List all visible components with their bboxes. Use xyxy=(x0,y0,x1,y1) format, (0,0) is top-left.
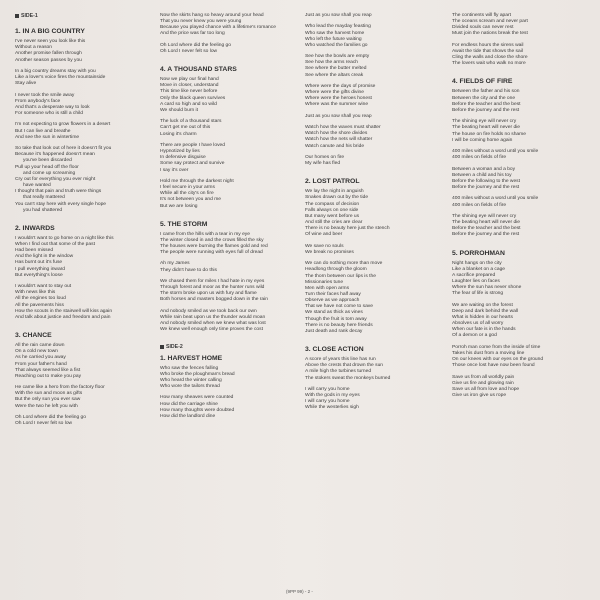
lyric-stanza xyxy=(452,196,594,208)
lyric-line: Give us fire and glowing rain xyxy=(452,380,514,386)
lyric-line: Both horses and masters bogged down in the rain xyxy=(160,297,268,303)
lyric-line: We are waiting on the forest xyxy=(452,302,513,308)
lyric-line: Cry out for everything you ever might xyxy=(15,176,96,182)
lyric-stanza xyxy=(15,39,157,64)
lyric-stanza xyxy=(305,189,447,238)
lyric-stanza xyxy=(15,284,157,321)
column-1 xyxy=(15,13,157,438)
song-title: 5. THE STORM xyxy=(160,220,208,228)
lyric-line: Between a child and his toy xyxy=(452,172,512,178)
lyric-stanza xyxy=(15,93,157,118)
lyric-line: A mile high the turbines turned xyxy=(305,369,372,375)
lyric-line: Before the journey and the rest xyxy=(452,232,520,238)
lyric-stanza xyxy=(160,43,302,55)
lyric-line: Observe as we approach xyxy=(305,298,360,304)
lyric-line: This time like never before xyxy=(160,89,218,95)
lyric-stanza xyxy=(452,345,594,370)
lyric-line: The oceans scream and never part xyxy=(452,19,528,25)
lyric-line: What is hidden in our hearts xyxy=(452,314,513,320)
lyric-stanza xyxy=(305,125,447,150)
lyric-line: Stay alive xyxy=(15,81,37,87)
lyric-line: But many went before us xyxy=(305,213,360,219)
lyric-line: I wouldn't want to go home on a night like this xyxy=(15,235,114,241)
lyric-line: Snakes drawn out by the tide xyxy=(305,195,369,201)
lyric-stanza xyxy=(452,261,594,298)
lyric-line: That you never knew you were young xyxy=(160,19,242,25)
lyric-line: I will be coming home again xyxy=(452,137,513,143)
lyric-stanza xyxy=(305,387,447,412)
column-3 xyxy=(305,13,447,423)
lyric-stanza xyxy=(305,155,447,167)
lyric-line: Who watched the families go xyxy=(305,42,368,48)
lyric-line: Save us from all worldly pain xyxy=(452,374,515,380)
lyric-line: But the only sun you ever saw xyxy=(15,397,81,403)
lyric-stanza xyxy=(160,279,302,304)
lyric-line: Night hangs on the city xyxy=(452,260,502,266)
lyric-line: Another promise fallen through xyxy=(15,51,82,57)
lyric-line: 400 miles on fields of fire xyxy=(452,155,507,161)
lyric-stanza xyxy=(15,122,157,140)
lyric-line: I'm not expecting to grow flowers in a desert xyxy=(15,122,111,128)
lyric-line: 400 miles without a word until you smile xyxy=(452,149,539,155)
lyric-line: We stand as thick as vines xyxy=(305,310,363,316)
lyric-line: Where were the heroes honest xyxy=(305,96,372,102)
lyric-line: While all the city's on fire xyxy=(160,191,214,197)
lyric-line: Who saw the fences falling xyxy=(160,365,219,371)
lyric-line: But everything's loose xyxy=(15,272,63,278)
lyric-line: The compass of decision xyxy=(305,201,360,207)
lyric-stanza xyxy=(15,236,157,279)
lyric-line: Our homes on fire xyxy=(305,154,345,160)
lyric-line: That always seemed like a fist xyxy=(15,367,81,373)
lyric-line: We chased them for miles I had hate in my eyes xyxy=(160,278,265,284)
lyric-line: Watch canute and his bride xyxy=(305,143,365,149)
lyric-line: How many thoughts were doubted xyxy=(160,407,235,413)
lyric-line: Through forest and moor as the hunter runs wild xyxy=(160,285,265,291)
lyric-line: When our fate is in the hands xyxy=(452,327,516,333)
lyric-line: All the engines too loud xyxy=(15,296,66,302)
lyric-line: I came from the hills with a tear in my eye xyxy=(160,231,250,237)
lyric-stanza xyxy=(15,385,157,410)
lyric-line: And talk about justice and freedom and pain xyxy=(15,314,111,320)
lyric-line: The winter closed in and the crows filled the sky xyxy=(160,237,264,243)
lyric-line: On our knees with our eyes on the ground xyxy=(452,357,544,363)
lyric-line: And see the sun in wintertime xyxy=(15,134,80,140)
song-title: 2. INWARDS xyxy=(15,224,55,232)
lyric-line: Laughter lies on faces xyxy=(452,278,500,284)
lyric-line: He came like a hero from the factory floor xyxy=(15,385,105,391)
lyric-line: With the gods in my eyes xyxy=(305,393,360,399)
lyric-line: We lay the night in anguish xyxy=(305,189,364,195)
lyric-line: I've never seen you look like this xyxy=(15,39,86,45)
lyric-stanza xyxy=(15,146,157,214)
lyric-line: A sacrifice prepared xyxy=(452,272,496,278)
lyric-stanza xyxy=(15,343,157,380)
lyric-line: We break no promises xyxy=(305,249,354,255)
lyric-line: Because you played chance with a lifetime's romance xyxy=(160,25,276,31)
lyric-stanza xyxy=(160,309,302,334)
lyric-line: Another season passes by you xyxy=(15,57,82,63)
lyric-line: Who heard the winter calling xyxy=(160,377,222,383)
lyric-line: The shining eye will never cry xyxy=(452,213,517,219)
lyric-stanza xyxy=(452,149,594,161)
lyric-line: We knew well enough only time proves the cost xyxy=(160,327,263,333)
lyric-line: Had been missed xyxy=(15,248,54,254)
lyric-line: Must join the nations break the test xyxy=(452,31,528,37)
lyric-line: So take that look out of here it doesn't fit you xyxy=(15,146,112,152)
lyric-line: Watch how the waves must shatter xyxy=(305,125,381,131)
lyric-stanza xyxy=(305,357,447,382)
lyric-line: With news like this xyxy=(15,290,56,296)
song-block xyxy=(160,221,302,334)
song-block xyxy=(15,28,157,214)
song-title: 4. A THOUSAND STARS xyxy=(160,66,237,74)
lyric-line: The fear of life is strong xyxy=(452,291,504,297)
lyric-line: From anybody's face xyxy=(15,98,61,104)
lyric-line: Oh Lord where did the feeling go xyxy=(15,414,86,420)
lyric-line: The beating heart will never die xyxy=(452,125,520,131)
lyric-line: Falls always on one side xyxy=(305,207,359,213)
song-block xyxy=(452,78,594,238)
lyric-line: We should burn it xyxy=(160,107,198,113)
lyric-line: Just as you sow shall you reap xyxy=(305,13,372,18)
lyric-line: Ah my James xyxy=(160,261,190,267)
side-marker-icon xyxy=(160,345,164,349)
lyric-line: How the scouts in the stairwell will kiss again xyxy=(15,308,113,314)
lyric-line: While rain beat upon us the thunder would moan xyxy=(160,314,266,320)
lyric-line: Who wore the tailors thread xyxy=(160,384,220,390)
lyric-stanza xyxy=(452,167,594,192)
lyric-line: Before the journey and the rest xyxy=(452,185,520,191)
lyric-line: Where the sun has never shone xyxy=(452,285,522,291)
side-label xyxy=(160,344,302,350)
song-title: 1. IN A BIG COUNTRY xyxy=(15,28,85,36)
song-title: 2. LOST PATROL xyxy=(305,178,360,186)
lyric-line: In a big country dreams stay with you xyxy=(15,68,96,74)
lyric-line: Oh Lord I never felt so low xyxy=(15,421,73,427)
lyric-line: Can't get me out of this xyxy=(160,125,211,131)
lyric-stanza xyxy=(15,415,157,427)
lyric-stanza xyxy=(160,143,302,174)
lyric-line: have wanted xyxy=(23,183,51,189)
lyric-stanza xyxy=(452,375,594,400)
lyric-line: Watch how the nets will shatter xyxy=(305,137,373,143)
lyric-line: The continents will fly apart xyxy=(452,13,511,18)
lyric-line: When I find out that some of the past xyxy=(15,241,95,247)
song-block xyxy=(160,13,302,55)
lyric-line: How many sheaves were counted xyxy=(160,395,234,401)
song-title: 1. HARVEST HOME xyxy=(160,354,223,362)
lyric-line: The storm broke upon us with fury and flame xyxy=(160,291,257,297)
lyric-line: Who saw the harvest home xyxy=(305,30,365,36)
lyric-line: I say it's over xyxy=(160,167,189,173)
lyric-line: A card so high and so wild xyxy=(160,101,217,107)
song-block xyxy=(305,346,447,411)
lyric-line: Now the skirts hang so heavy around your head xyxy=(160,13,264,18)
lyric-line: Men with open arms xyxy=(305,285,350,291)
lyric-line: that really mattered xyxy=(23,195,65,201)
lyric-line: you had shattered xyxy=(23,207,63,213)
lyric-line: you've been discarded xyxy=(23,158,72,164)
lyric-line: Has burnt out it's fuse xyxy=(15,260,63,266)
lyric-line: Those once lost have now been found xyxy=(452,363,535,369)
lyric-line: 400 miles without a word until you smile xyxy=(452,196,539,202)
lyric-line: And the light in the window xyxy=(15,254,74,260)
song-title: 4. FIELDS OF FIRE xyxy=(452,78,513,86)
side-label-text: SIDE-2 xyxy=(166,344,183,351)
lyric-line: They didn't have to do this xyxy=(160,267,217,273)
lyric-line: Because it's happened doesn't mean xyxy=(15,152,95,158)
lyric-line: I feel secure in your arms xyxy=(160,185,215,191)
song-block xyxy=(160,66,302,210)
lyric-line: I will carry you home xyxy=(305,399,350,405)
lyric-line: Hold me through the darkest night xyxy=(160,178,234,184)
lyric-line: With the sun and moon as gifts xyxy=(15,391,83,397)
lyric-line: The thorn between our lips is the xyxy=(305,273,376,279)
lyric-line: Absolves us of all worry xyxy=(452,321,504,327)
lyric-line: Move in closer, understand xyxy=(160,83,219,89)
lyric-line: The people were running with eyes full of dread xyxy=(160,250,263,256)
side-marker-icon xyxy=(15,14,19,18)
lyric-line: I thought that pain and truth were things xyxy=(15,189,102,195)
lyric-line: See how the bowls are empty xyxy=(305,54,370,60)
lyric-line: Pull up your head off the floor xyxy=(15,164,79,170)
lyric-line: There is no beauty here friends xyxy=(305,322,373,328)
lyric-line: Now we play our final hand xyxy=(160,77,219,83)
song-block xyxy=(15,332,157,427)
lyric-stanza xyxy=(160,77,302,114)
lyric-stanza xyxy=(160,119,302,137)
song-block xyxy=(452,250,594,400)
song-block xyxy=(160,344,302,420)
lyric-line: On a cold new town xyxy=(15,349,58,355)
lyric-stanza xyxy=(305,13,447,19)
lyric-line: Some say protect and survive xyxy=(160,161,225,167)
lyric-line: Hypnotized by lies xyxy=(160,149,200,155)
lyric-line: And nobody smiled as we took back our own xyxy=(160,308,257,314)
lyric-line: Divided souls can never rest xyxy=(452,25,514,31)
lyric-line: The house on fire holds no shame xyxy=(452,131,526,137)
lyric-line: Missionaries tune xyxy=(305,279,344,285)
lyric-line: and come up screaming xyxy=(23,170,76,176)
lyric-line: Before the teacher and the best xyxy=(452,101,521,107)
lyric-stanza xyxy=(160,179,302,210)
lyric-line: Like a blanket on a cage xyxy=(452,266,506,272)
lyric-line: It's not between you and me xyxy=(160,197,222,203)
lyric-line: Deep and dark behind the wall xyxy=(452,308,519,314)
lyric-line: Of wine and beer xyxy=(305,232,343,238)
lyric-line: Between the father and his son xyxy=(452,89,520,95)
lyric-line: I will carry you home xyxy=(305,386,350,392)
lyric-line: For someone who is still a child xyxy=(15,111,83,117)
lyric-line: And that's a desperate way to look xyxy=(15,104,90,110)
lyric-line: Reaching out to make you pay xyxy=(15,373,82,379)
lyric-stanza xyxy=(305,244,447,256)
lyric-line: See where the butter melted xyxy=(305,66,367,72)
lyric-line: For endless hours the sirens wail xyxy=(452,42,524,48)
lyric-line: Only the black queen survives xyxy=(160,95,226,101)
lyric-stanza xyxy=(452,43,594,68)
lyric-line: There is no beauty here just the stench xyxy=(305,226,390,232)
lyric-stanza xyxy=(452,89,594,114)
lyric-line: We can do nothing more than move xyxy=(305,261,383,267)
lyric-line: I pull everything inward xyxy=(15,266,66,272)
lyric-line: Where were the days of promise xyxy=(305,83,376,89)
lyric-line: Between the city and the one xyxy=(452,95,516,101)
lyric-line: Headlong through the gloom xyxy=(305,267,367,273)
lyric-stanza xyxy=(160,395,302,420)
lyric-line: In defensive disguise xyxy=(160,155,206,161)
lyric-stanza xyxy=(160,261,302,273)
lyric-stanza xyxy=(305,114,447,120)
lyric-line: Porroh man come from the inside of time xyxy=(452,344,541,350)
lyric-stanza xyxy=(452,119,594,144)
lyric-line: Between a woman and a boy xyxy=(452,166,516,172)
lyric-line: Give us iron give us rope xyxy=(452,393,507,399)
lyric-line: Just death and rank decay xyxy=(305,328,363,334)
lyric-stanza xyxy=(160,13,302,38)
lyric-line: I never took the smile away xyxy=(15,92,75,98)
lyric-line: As he carried you away xyxy=(15,355,66,361)
lyric-line: And still the cries are clear xyxy=(305,220,363,226)
lyric-stanza xyxy=(305,261,447,335)
lyric-line: Before the teacher and the best xyxy=(452,226,521,232)
lyric-line: The luck of a thousand stars xyxy=(160,119,222,125)
lyric-stanza xyxy=(160,232,302,257)
lyric-line: All the rain came down xyxy=(15,343,65,349)
lyric-line: Before the following to the west xyxy=(452,178,520,184)
lyric-line: A score of years this line has run xyxy=(305,357,376,363)
lyric-line: Takes his dust from a moving line xyxy=(452,350,525,356)
lyric-line: We save no souls xyxy=(305,243,344,249)
lyric-line: How did the carriage shine xyxy=(160,401,218,407)
lyric-line: Who broke the ploughman's bread xyxy=(160,371,235,377)
lyric-line: I wouldn't want to stay out xyxy=(15,284,72,290)
lyric-line: Save us all from love and hope xyxy=(452,386,520,392)
song-block xyxy=(305,13,447,167)
lyric-line: Before the journey and the rest xyxy=(452,107,520,113)
lyric-line: My wife has fled xyxy=(305,161,341,167)
lyric-stanza xyxy=(15,69,157,87)
lyric-line: And nobody smiled when we knew what was lost xyxy=(160,321,266,327)
lyric-stanza xyxy=(452,303,594,340)
lyric-line: Without a reason xyxy=(15,45,52,51)
lyric-stanza xyxy=(452,214,594,239)
lyric-stanza xyxy=(305,54,447,79)
lyric-line: Watch how the shore divides xyxy=(305,131,368,137)
lyric-stanza xyxy=(305,24,447,49)
lyric-line: Turn their faces half away xyxy=(305,291,361,297)
lyric-line: From your father's hand xyxy=(15,361,67,367)
song-title: 3. CLOSE ACTION xyxy=(305,346,364,354)
lyric-line: The beating heart will never die xyxy=(452,220,520,226)
lyric-line: But we are losing xyxy=(160,203,198,209)
lyric-line: Oh Lord where did the feeling go xyxy=(160,42,231,48)
lyric-line: The stokers sweat the monkeys burned xyxy=(305,375,391,381)
lyric-line: The houses were burning the flames gold and red xyxy=(160,243,268,249)
column-2 xyxy=(160,13,302,431)
lyric-line: Cling the walls and close the shore xyxy=(452,55,528,61)
lyric-line: Just as you sow shall you reap xyxy=(305,113,372,119)
lyric-line: And the price was far too long xyxy=(160,31,225,37)
lyric-line: Like a lover's voice fires the mountainside xyxy=(15,75,106,81)
lyric-line: How did the landlord dine xyxy=(160,413,216,419)
song-block xyxy=(452,13,594,67)
lyric-line: The shining eye will never cry xyxy=(452,119,517,125)
lyric-stanza xyxy=(305,84,447,109)
lyric-line: Where was the summer wine xyxy=(305,102,369,108)
lyric-stanza xyxy=(452,13,594,38)
lyric-stanza xyxy=(160,366,302,391)
lyric-line: You can't stay here with every single hope xyxy=(15,201,107,207)
column-4 xyxy=(452,13,594,410)
lyric-line: Of a demon or a god xyxy=(452,333,497,339)
page-number: (9PP 99) - 2 - xyxy=(286,589,313,594)
lyric-line: There are people I have loved xyxy=(160,142,225,148)
lyric-line: Who lead the mayday feasting xyxy=(305,24,371,30)
lyric-line: Though the fruit is torn away xyxy=(305,316,367,322)
song-title: 5. PORROHMAN xyxy=(452,249,505,257)
lyric-line: Await the tide that shows the sail xyxy=(452,48,523,54)
lyric-line: Oh Lord I never felt so low xyxy=(160,48,218,54)
lyric-line: All the pavements hiss xyxy=(15,302,64,308)
lyric-line: That we have not come to save xyxy=(305,304,373,310)
lyric-line: While the westerlies sigh xyxy=(305,405,359,411)
lyric-line: Where were the gifts divine xyxy=(305,90,364,96)
lyric-line: Above the crests that drown the sun xyxy=(305,363,384,369)
lyric-line: 400 miles on fields of fire xyxy=(452,202,507,208)
lyric-line: The lovers wait who walk no more xyxy=(452,61,526,67)
song-block xyxy=(305,178,447,335)
lyric-line: But I can live and breathe xyxy=(15,128,71,134)
side-label xyxy=(15,13,157,19)
side-label-text: SIDE-1 xyxy=(21,13,38,19)
lyric-line: Losing it's charm xyxy=(160,131,197,137)
song-block xyxy=(15,225,157,321)
lyric-line: See how the arms reach xyxy=(305,60,359,66)
lyric-line: Who left the future waiting xyxy=(305,36,362,42)
song-title: 3. CHANCE xyxy=(15,332,52,340)
lyric-line: See where the altars creak xyxy=(305,72,364,78)
lyric-line: Were the two he left you with xyxy=(15,403,78,409)
